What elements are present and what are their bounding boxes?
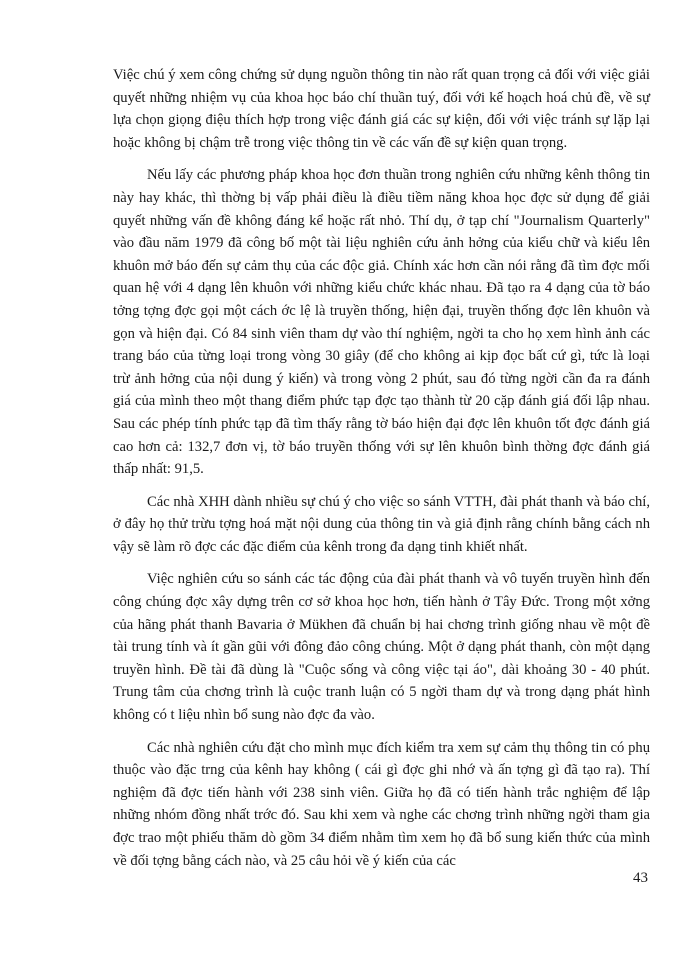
page-number: 43 (633, 870, 648, 886)
paragraph-source-importance: Việc chú ý xem công chứng sử dụng nguồn thông tin nào rất quan trọng cả đối với việc giải quyết những nhiệm vụ của khoa học báo chí thuần tuý, đối với kế hoạch hoá chủ đề, về sự lựa chọn giọng điệu thích hợp trong việc đánh giá các sự kiện, đối với việc tránh sự lặp lại hoặc không bị chậm trễ trong việc thông tin về các vấn đề sự kiện quan trọng. (113, 67, 650, 151)
paragraph-media-comparison: Các nhà XHH dành nhiều sự chú ý cho việc so sánh VTTH, đài phát thanh và báo chí, ở đây họ thử trừu tợng hoá mặt nội dung của thông tin và giả định rằng chính bằng cách nh vậy sẽ làm rõ đợc các đặc điểm của kênh trong đa dạng tinh khiết nhất. (113, 493, 650, 555)
paragraph-scientific-methods: Nếu lấy các phương pháp khoa học đơn thuần trong nghiên cứu những kênh thông tin này hay khác, thì thờng bị vấp phải điều là điều tiềm năng khoa học đợc sử dụng để giải quyết những vấn đề không đáng kể hoặc rất nhỏ. Thí dụ, ở tạp chí "Journalism Quarterly" vào đầu năm 1979 đã công bố một tài liệu nghiên cứu ảnh hởng của kiểu chữ và kiểu lên khuôn mở báo đến sự cảm thụ của các độc giả. Chính xác hơn cần nói rằng đã tìm đợc mối quan hệ với 4 dạng lên khuôn với những kiểu chức khác nhau. Đã tạo ra 4 dạng của tờ báo tởng tợng đợc gọi một cách ớc lệ là truyền thống, hiện đại, truyền thống đợc lên khuôn và gọn và hiện đại. Có 84 sinh viên tham dự vào thí nghiệm, ngời ta cho họ xem hình ảnh các trang báo của từng loại trong vòng 30 giây (để cho không ai kịp đọc bất cứ gì, tức là loại trừ ảnh hởng của nội dung ý kiến) và trong vòng 2 phút, sau đó từng ngời cần đa ra đánh giá của mình theo một thang điểm phức tạp đợc tạo thành từ 20 cặp đánh giá đối lập nhau. Sau các phép tính phức tạp đã tìm thấy rằng tờ báo hiện đại đợc lên khuôn tốt đợc đánh giá cao hơn cả: 132,7 đơn vị, tờ báo truyền thống với sự lên khuôn bình thờng đợc đánh giá thấp nhất: 91,5. (113, 167, 650, 478)
paragraph-research-goal: Các nhà nghiên cứu đặt cho mình mục đích kiểm tra xem sự cảm thụ thông tin có phụ thuộc vào đặc trng của kênh hay không ( cái gì đợc ghi nhớ và ấn tợng gì đã tạo ra). Thí nghiệm đã đợc tiến hành với 238 sinh viên. Giữa họ đã có tiến hành trắc nghiệm để lập những nhóm đồng nhất trớc đó. Sau khi xem và nghe các chơng trình những ngời tham gia đợc trao một phiếu thăm dò gồm 34 điểm nhằm tìm xem họ đã bổ sung kiến thức của mình về đối tợng bằng cách nào, và 25 câu hỏi về ý kiến của các (113, 739, 650, 869)
paragraph-radio-tv-study: Việc nghiên cứu so sánh các tác động của đài phát thanh và vô tuyến truyền hình đến công chúng đợc xây dựng trên cơ sở khoa học hơn, tiến hành ở Tây Đức. Trong một xởng của hãng phát thanh Bavaria ở Mükhen đã chuẩn bị hai chơng trình giống nhau về một đề tài trung tính và ít gần gũi với đông đảo công chúng. Một ở dạng phát thanh, còn một dạng truyền hình. Đề tài đã dùng là "Cuộc sống và công việc tại áo", dài khoảng 30 - 40 phút. Trung tâm của chơng trình là cuộc tranh luận có 5 ngời tham dự và trong dạng phát hình không có t liệu nhìn bổ sung nào đợc đa vào. (113, 571, 650, 724)
